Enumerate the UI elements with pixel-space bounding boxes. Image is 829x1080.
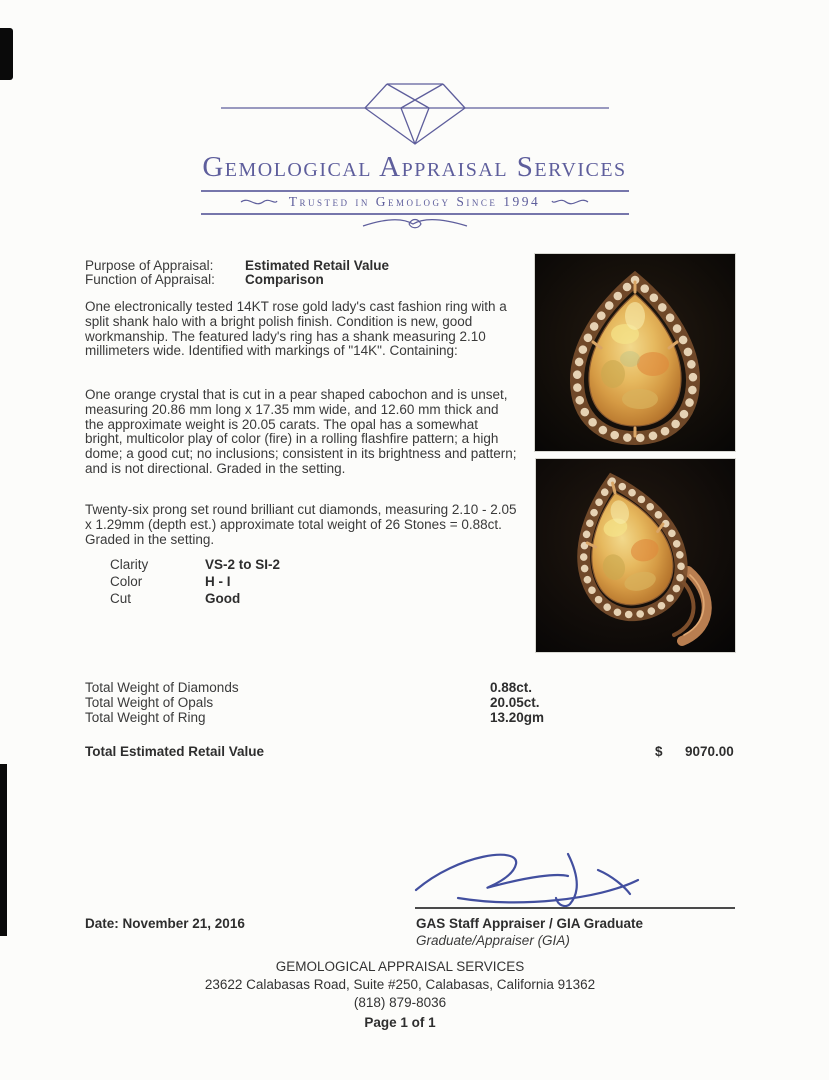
currency-symbol: $ bbox=[655, 744, 663, 759]
footer-phone: (818) 879-8036 bbox=[353, 995, 447, 1010]
total-value: 20.05ct. bbox=[490, 695, 540, 710]
grading-value: Good bbox=[205, 591, 241, 606]
retail-value-row bbox=[85, 745, 785, 760]
function-label: Function of Appraisal: bbox=[85, 272, 215, 287]
function-row bbox=[85, 273, 324, 288]
retail-label: Total Estimated Retail Value bbox=[85, 744, 265, 759]
total-label: Total Weight of Opals bbox=[85, 695, 214, 710]
grading-row bbox=[110, 558, 280, 573]
total-row bbox=[85, 681, 645, 696]
grading-label: Clarity bbox=[110, 557, 149, 572]
function-value: Comparison bbox=[245, 272, 324, 287]
flourish-right-icon bbox=[550, 195, 590, 209]
retail-amount: 9070.00 bbox=[685, 744, 734, 759]
page-number: Page 1 of 1 bbox=[364, 1015, 436, 1030]
grading-value: H - I bbox=[205, 574, 231, 589]
ring-photo-side bbox=[536, 459, 735, 652]
ring-photo-top bbox=[535, 254, 735, 451]
grading-row bbox=[110, 575, 231, 590]
signature-ink bbox=[398, 846, 650, 910]
total-value: 13.20gm bbox=[490, 710, 545, 725]
purpose-value: Estimated Retail Value bbox=[245, 258, 390, 273]
total-row bbox=[85, 711, 645, 726]
grading-row bbox=[110, 592, 240, 607]
org-title: Gemological Appraisal Services bbox=[202, 151, 627, 183]
scan-artifact bbox=[0, 28, 13, 80]
purpose-label: Purpose of Appraisal: bbox=[85, 258, 214, 273]
scan-artifact bbox=[0, 764, 7, 936]
tagline: Trusted in Gemology Since 1994 bbox=[288, 193, 541, 209]
diamond-logo-icon bbox=[215, 80, 615, 148]
footer-org-name: GEMOLOGICAL APPRAISAL SERVICES bbox=[275, 959, 525, 974]
total-row bbox=[85, 696, 645, 711]
grading-label: Color bbox=[110, 574, 143, 589]
grading-label: Cut bbox=[110, 591, 132, 606]
description-paragraph: Twenty-six prong set round brilliant cut diamonds, measuring 2.10 - 2.05 x 1.29mm (depth est.) approximate total weight of 26 Stones = 0.88ct. Graded in the setting. bbox=[85, 502, 517, 547]
appraiser-title: GAS Staff Appraiser / GIA Graduate bbox=[416, 916, 644, 931]
total-label: Total Weight of Ring bbox=[85, 710, 206, 725]
flourish-left-icon bbox=[239, 195, 279, 209]
header-rule-bottom bbox=[201, 213, 629, 215]
description-paragraph: One electronically tested 14KT rose gold lady's cast fashion ring with a split shank halo with a bright polish finish. Condition is new, good workmanship. The featured lady's ring has a shank measuring 2.10 millimeters wide. Identified with markings of "14K". Containing: bbox=[85, 299, 507, 359]
tagline-row bbox=[0, 192, 829, 212]
footer-address: 23622 Calabasas Road, Suite #250, Calabasas, California 91362 bbox=[204, 977, 596, 992]
date-line: Date: November 21, 2016 bbox=[85, 916, 245, 931]
total-value: 0.88ct. bbox=[490, 680, 533, 695]
header-ornament-icon bbox=[355, 216, 475, 234]
grading-value: VS-2 to SI-2 bbox=[205, 557, 281, 572]
appraiser-subtitle: Graduate/Appraiser (GIA) bbox=[416, 933, 570, 948]
total-label: Total Weight of Diamonds bbox=[85, 680, 239, 695]
signature-line bbox=[415, 907, 735, 909]
description-paragraph: One orange crystal that is cut in a pear shaped cabochon and is unset, measuring 20.86 mm long x 17.35 mm wide, and 12.60 mm thick and the approximate weight is 20.05 carats. The opal has a somewhat bright, multicolor play of color (fire) in a rolling flashfire pattern; a high dome; a good cut; no inclusions; consistent in its brightness and pattern; and is not directional. Graded in the setting. bbox=[85, 387, 517, 476]
